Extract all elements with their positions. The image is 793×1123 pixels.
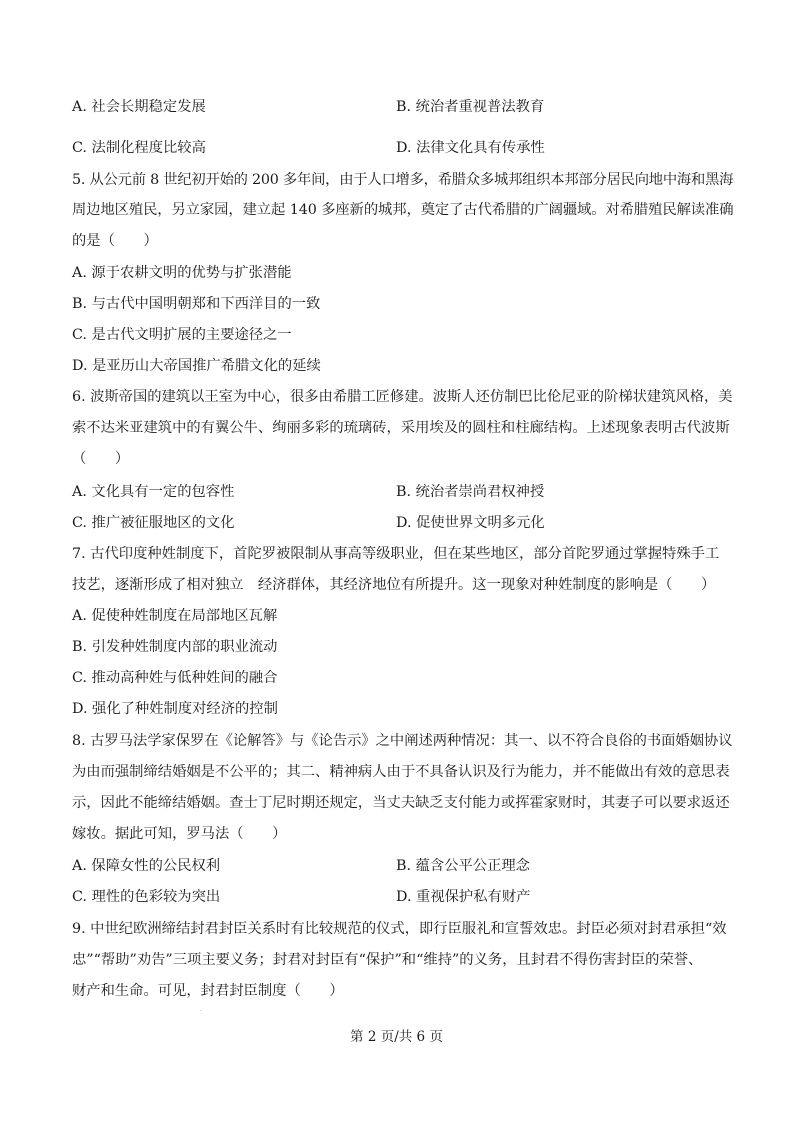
q7-stem-line-2: 技艺，逐渐形成了相对独立 经济群体，其经济地位有所提升。这一现象对种姓制度的影响是（ ） [72,577,716,593]
q8-stem-line-1: 8. 古罗马法学家保罗在《论解答》与《论告示》之中阐述两种情况：其一、以不符合良俗的书面婚姻协议 [72,733,733,749]
q5-option-a: A. 源于农耕文明的优势与扩张潜能 [72,265,292,281]
q5-stem-line-1: 5. 从公元前 8 世纪初开始的 200 多年间，由于人口增多，希腊众多城邦组织本邦部分居民向地中海和黑海 [72,172,734,188]
q9-stem-line-1: 9. 中世纪欧洲缔结封君封臣关系时有比较规范的仪式，即行臣服礼和宣誓效忠。封臣必须对封君承担“效 [72,921,727,937]
q7-option-b: B. 引发种姓制度内部的职业流动 [72,639,278,655]
q6-option-b: B. 统治者崇尚君权神授 [396,484,545,500]
q5-option-c: C. 是古代文明扩展的主要途径之一 [72,327,292,343]
q4-option-b: B. 统治者重视普法教育 [396,99,545,115]
q9-stem-line-2: 忠”“帮助”劝告”三项主要义务；封君对封臣有“保护”和“维持”的义务，且封君不得伤害封臣的荣誉、 [72,952,703,968]
q8-stem-line-4: 嫁妆。据此可知，罗马法（ ） [72,826,287,842]
q5-option-b: B. 与古代中国明朝郑和下西洋目的一致 [72,296,321,312]
q8-option-c: C. 理性的色彩较为突出 [72,889,221,905]
q9-stem-line-3: 财产和生命。可见，封君封臣制度（ ） [72,983,344,999]
q6-option-a: A. 文化具有一定的包容性 [72,484,235,500]
q7-stem-line-1: 7. 古代印度种姓制度下，首陀罗被限制从事高等级职业，但在某些地区，部分首陀罗通过掌握特殊手工 [72,546,720,562]
q5-stem-line-2: 周边地区殖民，另立家园，建立起 140 多座新的城邦，奠定了古代希腊的广阔疆域。对希腊殖民解读准确 [72,202,734,218]
q8-option-d: D. 重视保护私有财产 [396,889,531,905]
q8-option-b: B. 蕴含公平公正理念 [396,858,530,874]
q7-option-d: D. 强化了种姓制度对经济的控制 [72,701,278,717]
q6-stem-line-3: （ ） [72,451,130,467]
q6-stem-line-2: 索不达米亚建筑中的有翼公牛、绚丽多彩的琉璃砖，采用埃及的圆柱和柱廊结构。上述现象表明古代波斯 [72,420,730,436]
page-footer: 第 2 页/共 6 页 [350,1029,443,1045]
q5-stem-line-3: 的是（ ） [72,233,158,249]
q7-option-c: C. 推动高种姓与低种姓间的融合 [72,670,278,686]
q6-stem-line-1: 6. 波斯帝国的建筑以王室为中心，很多由希腊工匠修建。波斯人还仿制巴比伦尼亚的阶梯状建筑风格，美 [72,389,733,405]
q8-option-a: A. 保障女性的公民权利 [72,858,221,874]
scan-mark: · [200,1008,202,1015]
q7-option-a: A. 促使种姓制度在局部地区瓦解 [72,608,278,624]
q6-option-d: D. 促使世界文明多元化 [396,515,545,531]
q4-option-c: C. 法制化程度比较高 [72,140,206,156]
q5-option-d: D. 是亚历山大帝国推广希腊文化的延续 [72,358,321,374]
q4-option-a: A. 社会长期稳定发展 [72,99,206,115]
q8-stem-line-2: 为由而强制缔结婚姻是不公平的；其二、精神病人由于不具备认识及行为能力，并不能做出有效的意思表 [72,764,730,780]
q8-stem-line-3: 示，因此不能缔结婚姻。查士丁尼时期还规定，当丈夫缺乏支付能力或挥霍家财时，其妻子可以要求返还 [72,795,730,811]
q4-option-d: D. 法律文化具有传承性 [396,140,545,156]
q6-option-c: C. 推广被征服地区的文化 [72,515,235,531]
